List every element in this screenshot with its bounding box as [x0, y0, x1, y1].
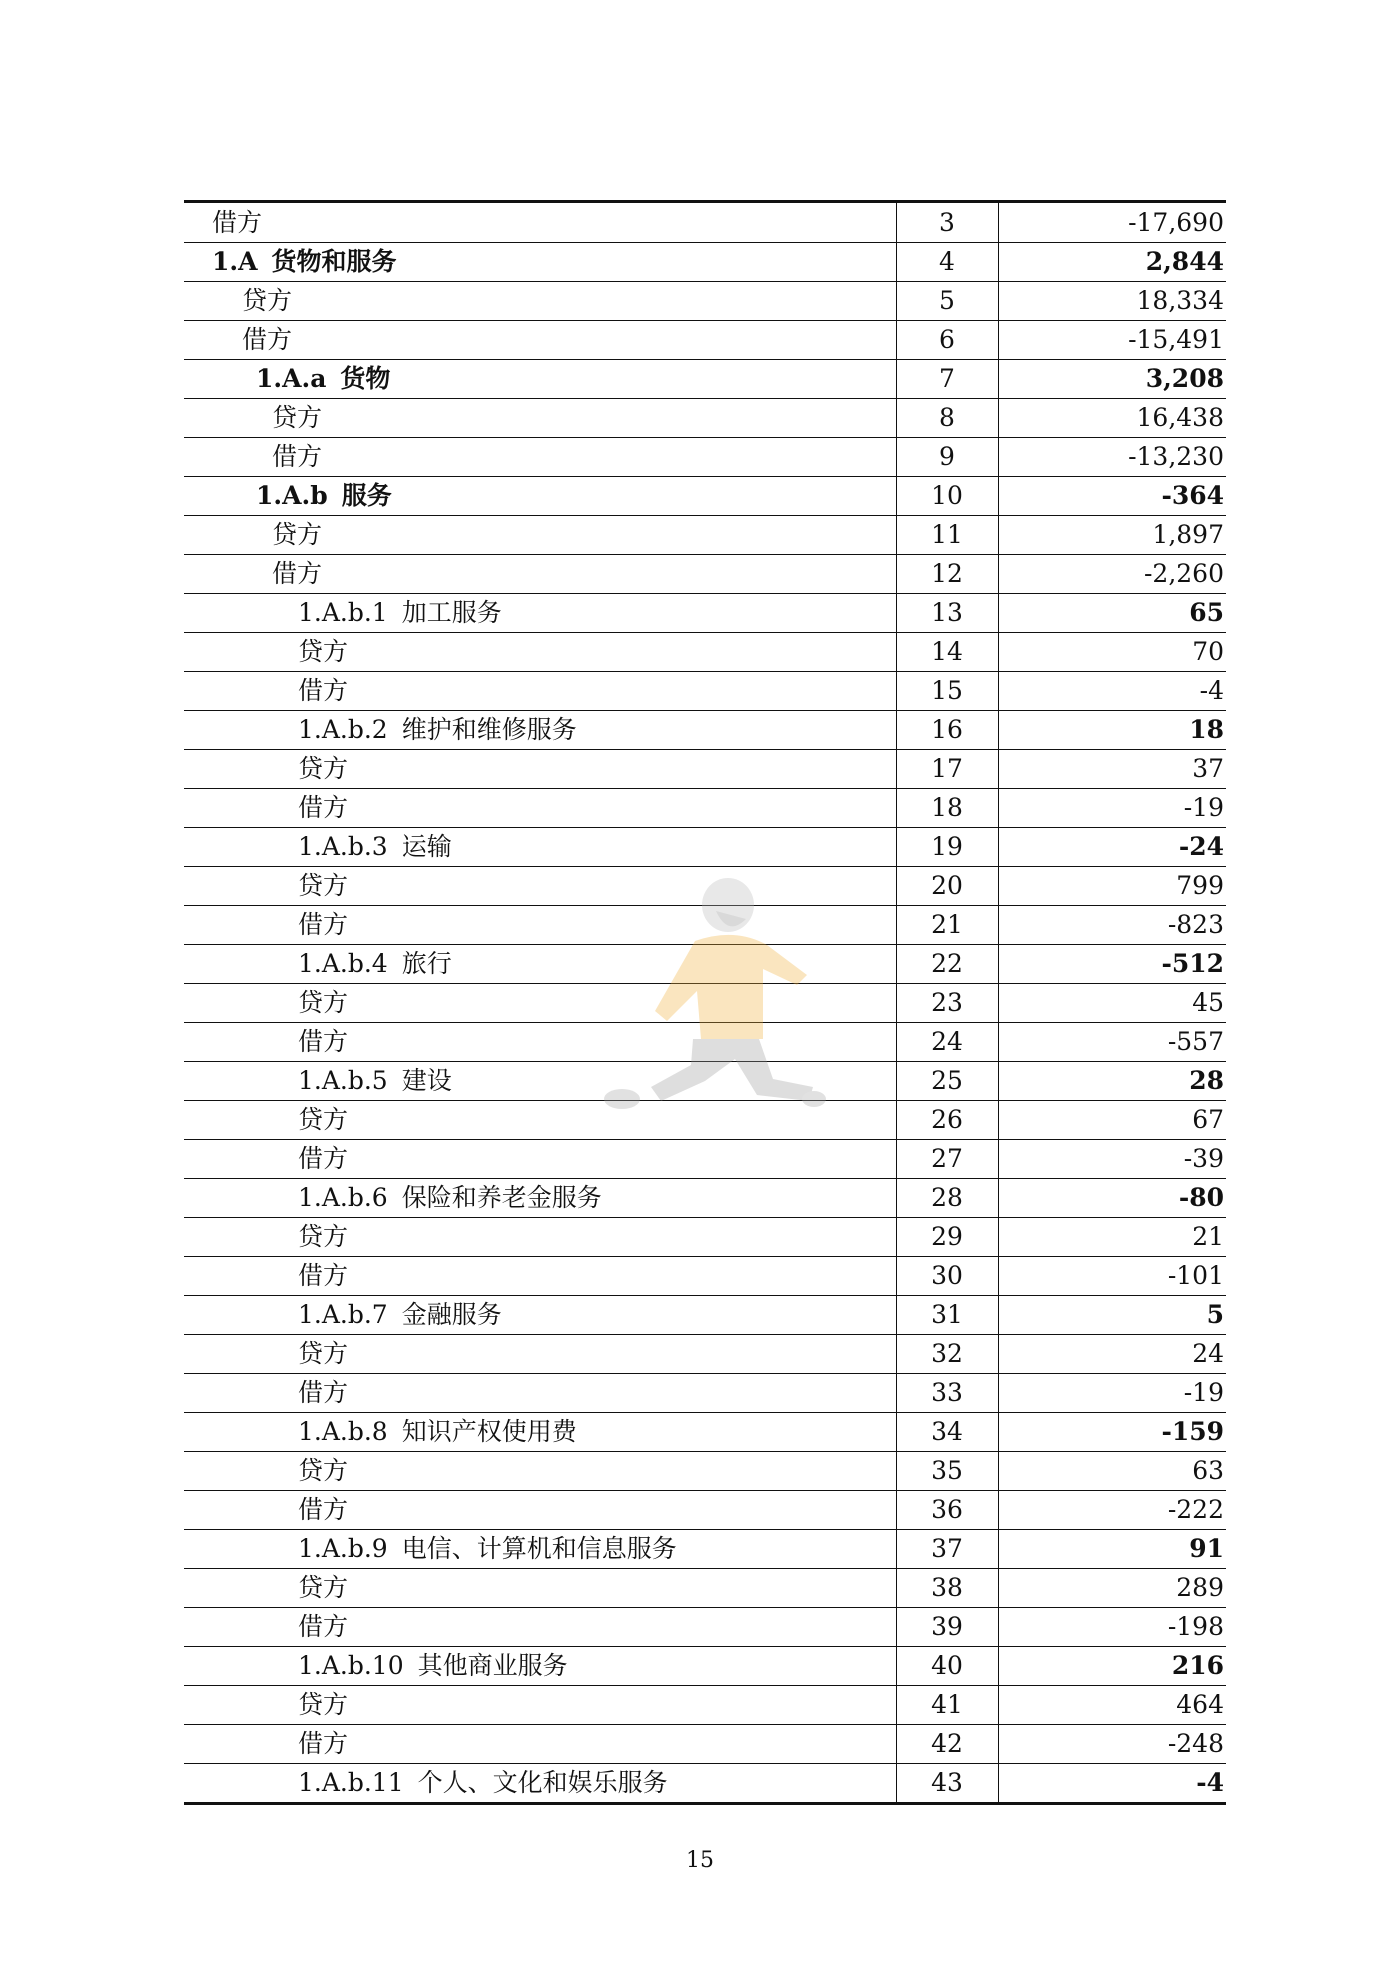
item-value: -248	[998, 1724, 1226, 1763]
line-number: 15	[896, 671, 998, 710]
item-code: 1.A.b.8	[298, 1416, 388, 1446]
table-row	[184, 1178, 1226, 1217]
item-value: 2,844	[998, 242, 1226, 281]
item-label: 借方	[184, 437, 896, 476]
item-label: 贷方	[184, 632, 896, 671]
line-number: 43	[896, 1763, 998, 1802]
table-row	[184, 1412, 1226, 1451]
item-value: -2,260	[998, 554, 1226, 593]
table-row	[184, 1763, 1226, 1802]
item-code: 1.A.b.9	[298, 1533, 388, 1563]
item-value: 799	[998, 866, 1226, 905]
item-value: 216	[998, 1646, 1226, 1685]
item-label: 贷方	[184, 398, 896, 437]
line-number: 16	[896, 710, 998, 749]
item-value: -4	[1196, 1768, 1224, 1797]
item-label: 借方	[184, 1724, 896, 1763]
table-row	[184, 1568, 1226, 1607]
item-code: 1.A.b.3	[298, 831, 388, 861]
table-row	[184, 1022, 1226, 1061]
item-value: 21	[998, 1217, 1226, 1256]
line-number: 39	[896, 1607, 998, 1646]
line-number: 32	[896, 1334, 998, 1373]
item-label: 贷方	[184, 1451, 896, 1490]
item-label: 贷方	[184, 749, 896, 788]
item-value: 24	[998, 1334, 1226, 1373]
item-value: -15,491	[998, 320, 1226, 359]
item-label: 借方	[184, 554, 896, 593]
table-row	[184, 281, 1226, 320]
table-row	[184, 1100, 1226, 1139]
item-value: 18	[998, 710, 1226, 749]
line-number: 10	[896, 476, 998, 515]
item-title: 保险和养老金服务	[401, 1182, 602, 1212]
item-title: 货物和服务	[271, 246, 397, 276]
item-value: -512	[998, 944, 1226, 983]
line-number: 38	[896, 1568, 998, 1607]
item-code: 1.A.b.4	[298, 948, 388, 978]
line-number: 11	[896, 515, 998, 554]
table-row	[184, 476, 1226, 515]
item-title: 加工服务	[401, 597, 502, 627]
item-value: -101	[998, 1256, 1226, 1295]
item-code: 1.A.a	[256, 363, 327, 393]
item-label: 贷方	[184, 1334, 896, 1373]
item-label	[184, 827, 896, 866]
item-title: 旅行	[401, 948, 452, 978]
line-number: 23	[896, 983, 998, 1022]
line-number: 40	[896, 1646, 998, 1685]
item-title: 电信、计算机和信息服务	[401, 1533, 677, 1563]
line-number: 13	[896, 593, 998, 632]
line-number: 24	[896, 1022, 998, 1061]
line-number: 26	[896, 1100, 998, 1139]
item-code: 1.A.b.2	[298, 714, 388, 744]
line-number: 22	[896, 944, 998, 983]
item-label: 贷方	[184, 1100, 896, 1139]
line-number: 31	[896, 1295, 998, 1334]
table-row	[184, 515, 1226, 554]
item-value: -823	[998, 905, 1226, 944]
table-row	[184, 983, 1226, 1022]
item-label: 借方	[184, 320, 896, 359]
item-value: 70	[998, 632, 1226, 671]
item-label: 贷方	[184, 866, 896, 905]
item-value: -39	[998, 1139, 1226, 1178]
item-label	[184, 242, 896, 281]
item-label: 借方	[184, 1490, 896, 1529]
item-label: 借方	[184, 1139, 896, 1178]
table-row	[184, 1373, 1226, 1412]
line-number: 28	[896, 1178, 998, 1217]
line-number: 4	[896, 242, 998, 281]
line-number: 9	[896, 437, 998, 476]
line-number: 41	[896, 1685, 998, 1724]
item-label: 借方	[184, 203, 896, 242]
item-title: 维护和维修服务	[401, 714, 577, 744]
item-label	[184, 359, 896, 398]
table-row	[184, 1256, 1226, 1295]
item-code: 1.A.b.6	[298, 1182, 388, 1212]
item-label: 借方	[184, 1607, 896, 1646]
item-value: -17,690	[998, 203, 1226, 242]
line-number: 25	[896, 1061, 998, 1100]
line-number: 42	[896, 1724, 998, 1763]
table-row	[184, 905, 1226, 944]
line-number: 37	[896, 1529, 998, 1568]
item-label: 贷方	[184, 1568, 896, 1607]
page-number: 15	[686, 1848, 714, 1873]
line-number: 18	[896, 788, 998, 827]
item-label	[184, 1646, 896, 1685]
item-code: 1.A.b	[256, 480, 328, 510]
line-number: 35	[896, 1451, 998, 1490]
item-title: 知识产权使用费	[401, 1416, 577, 1446]
line-number: 17	[896, 749, 998, 788]
table-row	[184, 827, 1226, 866]
item-label: 借方	[184, 1256, 896, 1295]
item-value: -80	[998, 1178, 1226, 1217]
table-row	[184, 944, 1226, 983]
table-row	[184, 359, 1226, 398]
item-label	[184, 1295, 896, 1334]
line-number: 30	[896, 1256, 998, 1295]
item-value: 65	[998, 593, 1226, 632]
item-value: 28	[998, 1061, 1226, 1100]
item-label	[184, 944, 896, 983]
table-row	[184, 1724, 1226, 1763]
table-row	[184, 866, 1226, 905]
line-number: 12	[896, 554, 998, 593]
item-label: 借方	[184, 1022, 896, 1061]
table-row	[184, 1490, 1226, 1529]
item-label: 贷方	[184, 1685, 896, 1724]
item-label	[184, 1763, 896, 1802]
item-code: 1.A.b.7	[298, 1299, 388, 1329]
item-title: 其他商业服务	[417, 1650, 568, 1680]
item-label	[184, 1178, 896, 1217]
item-value: 91	[998, 1529, 1226, 1568]
item-title: 服务	[341, 480, 392, 510]
table-row	[184, 749, 1226, 788]
item-label: 借方	[184, 788, 896, 827]
item-label	[184, 710, 896, 749]
table-row	[184, 320, 1226, 359]
item-value: -13,230	[998, 437, 1226, 476]
line-number: 33	[896, 1373, 998, 1412]
item-value: -364	[998, 476, 1226, 515]
table-row	[184, 632, 1226, 671]
item-title: 金融服务	[401, 1299, 502, 1329]
item-label: 借方	[184, 905, 896, 944]
table-row	[184, 1334, 1226, 1373]
item-code: 1.A.b.10	[298, 1650, 404, 1680]
item-label: 贷方	[184, 281, 896, 320]
line-number: 6	[896, 320, 998, 359]
item-label	[184, 1061, 896, 1100]
line-number: 5	[896, 281, 998, 320]
item-value: -222	[998, 1490, 1226, 1529]
item-value: -19	[998, 1373, 1226, 1412]
item-value: -557	[998, 1022, 1226, 1061]
item-label: 贷方	[184, 515, 896, 554]
item-title: 建设	[401, 1065, 452, 1095]
line-number: 20	[896, 866, 998, 905]
item-label: 借方	[184, 671, 896, 710]
table-row	[184, 398, 1226, 437]
item-value: -159	[998, 1412, 1226, 1451]
item-value: 1,897	[998, 515, 1226, 554]
line-number: 36	[896, 1490, 998, 1529]
line-number: 3	[896, 203, 998, 242]
line-number: 8	[896, 398, 998, 437]
item-label: 贷方	[184, 1217, 896, 1256]
item-title: 货物	[340, 363, 391, 393]
item-value: 18,334	[998, 281, 1226, 320]
line-number: 14	[896, 632, 998, 671]
table-row	[184, 554, 1226, 593]
table-row	[184, 1061, 1226, 1100]
item-value: -24	[998, 827, 1226, 866]
item-value: -19	[998, 788, 1226, 827]
item-label	[184, 476, 896, 515]
line-number: 21	[896, 905, 998, 944]
table-row	[184, 1607, 1226, 1646]
balance-of-payments-table	[184, 200, 1226, 1805]
line-number: 7	[896, 359, 998, 398]
item-value: 67	[998, 1100, 1226, 1139]
item-value: -4	[998, 671, 1226, 710]
item-code: 1.A.b.5	[298, 1065, 388, 1095]
table-row	[184, 1217, 1226, 1256]
item-value: 289	[998, 1568, 1226, 1607]
item-value: 63	[998, 1451, 1226, 1490]
item-code: 1.A.b.11	[298, 1768, 404, 1797]
line-number: 19	[896, 827, 998, 866]
table-row	[184, 437, 1226, 476]
item-label	[184, 1529, 896, 1568]
line-number: 34	[896, 1412, 998, 1451]
item-label	[184, 1412, 896, 1451]
table-row	[184, 1139, 1226, 1178]
item-value: 37	[998, 749, 1226, 788]
item-code: 1.A	[212, 246, 258, 276]
item-label: 贷方	[184, 983, 896, 1022]
item-title: 个人、文化和娱乐服务	[417, 1768, 668, 1797]
item-title: 运输	[401, 831, 452, 861]
item-value: 5	[998, 1295, 1226, 1334]
line-number: 27	[896, 1139, 998, 1178]
item-value: -198	[998, 1607, 1226, 1646]
table-row	[184, 203, 1226, 242]
item-value: 45	[998, 983, 1226, 1022]
item-label	[184, 593, 896, 632]
table-row	[184, 710, 1226, 749]
table-row	[184, 242, 1226, 281]
item-value: 16,438	[998, 398, 1226, 437]
table-row	[184, 788, 1226, 827]
item-label: 借方	[184, 1373, 896, 1412]
table-row	[184, 1646, 1226, 1685]
table-row	[184, 1295, 1226, 1334]
item-value: 3,208	[998, 359, 1226, 398]
table-row	[184, 1529, 1226, 1568]
table-row	[184, 1685, 1226, 1724]
item-value: 464	[998, 1685, 1226, 1724]
item-code: 1.A.b.1	[298, 597, 388, 627]
line-number: 29	[896, 1217, 998, 1256]
table-row	[184, 1451, 1226, 1490]
table-row	[184, 671, 1226, 710]
table-row	[184, 593, 1226, 632]
